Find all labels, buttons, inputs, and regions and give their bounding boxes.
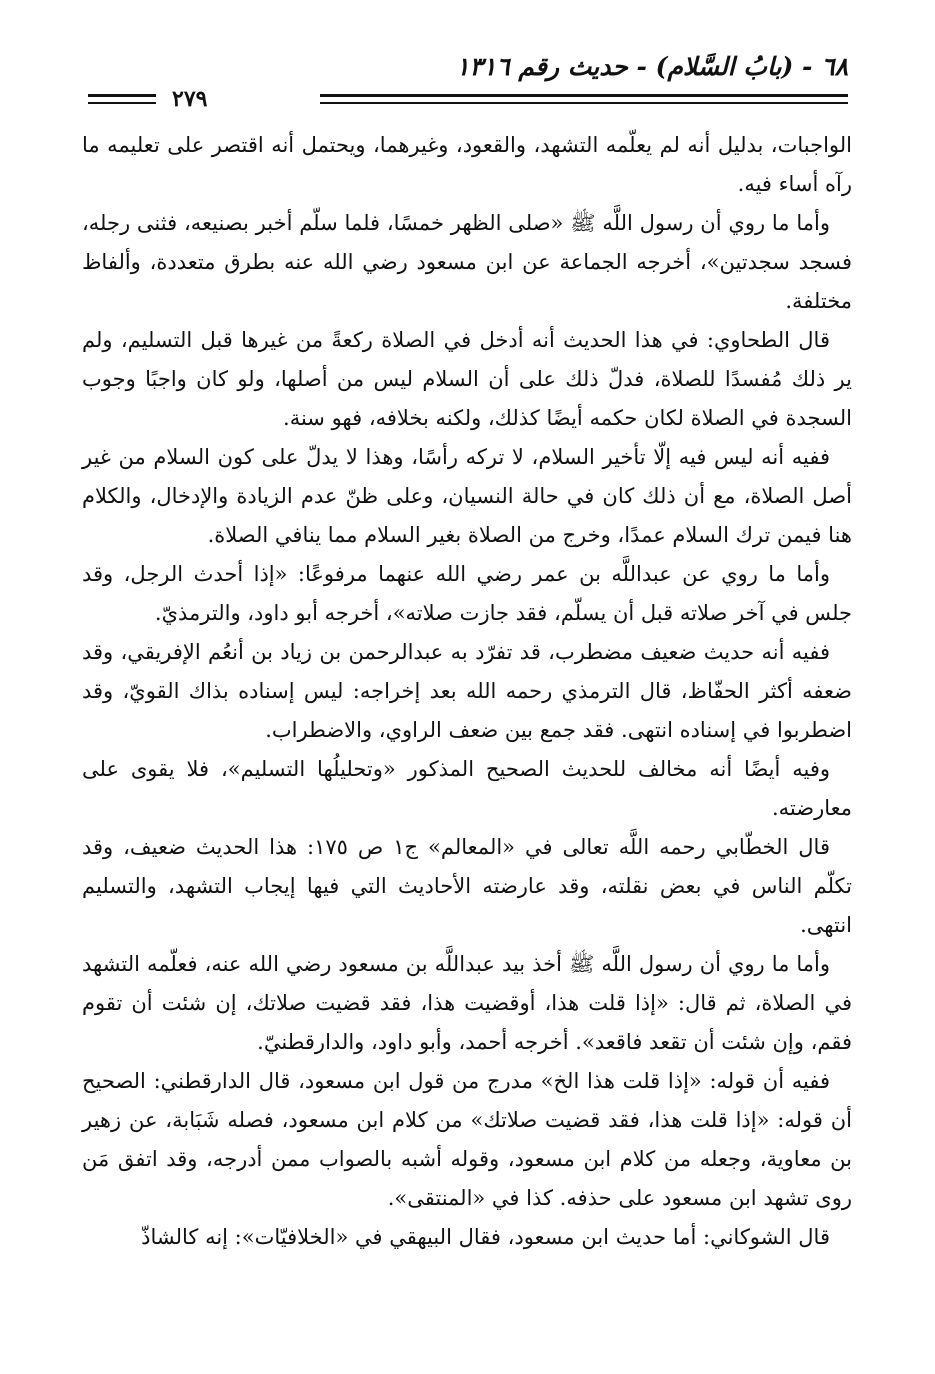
page-header [88, 52, 848, 112]
paragraph: ففيه أنه ليس فيه إلّا تأخير السلام، لا تركه رأسًا، وهذا لا يدلّ على كون السلام من غير أصل الصلاة، مع أن ذلك كان في حالة النسيان، وعلى ظنّ عدم الزيادة والإدخال، والكلام هنا فيمن ترك السلام عمدًا، وخرج من الصلاة بغير السلام مما ينافي الصلاة. [82, 445, 852, 547]
paragraph: وفيه أيضًا أنه مخالف للحديث الصحيح المذكور «وتحليلُها التسليم»، فلا يقوى على معارضته. [82, 757, 852, 820]
main-text [82, 126, 852, 1257]
paragraph: قال الخطّابي رحمه اللَّه تعالى في «المعالم» ج١ ص ١٧٥: هذا الحديث ضعيف، وقد تكلّم الناس في بعض نقلته، وقد عارضته الأحاديث التي فيها إيجاب التشهد، والتسليم انتهى. [82, 835, 852, 937]
paragraph: وأما ما روي أن رسول اللَّه ﷺ أخذ بيد عبداللَّه بن مسعود رضي الله عنه، فعلّمه التشهد في الصلاة، ثم قال: «إذا قلت هذا، أوقضيت هذا، فقد قضيت صلاتك، إن شئت أن تقوم فقم، وإن شئت أن تقعد فاقعد». أخرجه أحمد، وأبو داود، والدارقطنيّ. [82, 952, 852, 1054]
running-title: ٦٨ - (بابُ السَّلام) - حديث رقم ١٣١٦ [455, 52, 848, 81]
page-number: ٢٧٩ [172, 86, 208, 112]
paragraph: قال الطحاوي: في هذا الحديث أنه أدخل في الصلاة ركعةً من غيرها قبل التسليم، ولم ير ذلك مُفسدًا للصلاة، فدلّ ذلك على أن السلام ليس من أصلها، ولو كان واجبًا وجوب السجدة في الصلاة لكان حكمه أيضًا كذلك، ولكنه بخلافه، فهو سنة. [82, 328, 852, 430]
paragraph: وأما ما روي عن عبداللَّه بن عمر رضي الله عنهما مرفوعًا: «إذا أحدث الرجل، وقد جلس في آخر صلاته قبل أن يسلّم، فقد جازت صلاته»، أخرجه أبو داود، والترمذيّ. [82, 562, 852, 625]
paragraph: ففيه أنه حديث ضعيف مضطرب، قد تفرّد به عبدالرحمن بن زياد بن أنعُم الإفريقي، وقد ضعفه أكثر الحفّاظ، قال الترمذي رحمه الله بعد إخراجه: ليس إسناده بذاك القويّ، وقد اضطربوا في إسناده انتهى. فقد جمع بين ضعف الراوي، والاضطراب. [82, 640, 852, 742]
paragraph: ففيه أن قوله: «إذا قلت هذا الخ» مدرج من قول ابن مسعود، قال الدارقطني: الصحيح أن قوله: «إذا قلت هذا، فقد قضيت صلاتك» من كلام ابن مسعود، فصله شَبَابة، عن زهير بن معاوية، وجعله من كلام ابن مسعود، وقوله أشبه بالصواب ممن أدرجه، وقد اتفق مَن روى تشهد ابن مسعود على حذفه. كذا في «المنتقى». [82, 1069, 852, 1210]
header-rule-left [88, 94, 156, 104]
paragraph: الواجبات، بدليل أنه لم يعلّمه التشهد، والقعود، وغيرهما، ويحتمل أنه اقتصر على تعليمه ما رآه أساء فيه. [82, 133, 852, 196]
header-rule-right [320, 94, 848, 104]
paragraph: قال الشوكاني: أما حديث ابن مسعود، فقال البيهقي في «الخلافيّات»: إنه كالشاذّ [141, 1225, 830, 1249]
paragraph: وأما ما روي أن رسول اللَّه ﷺ «صلى الظهر خمسًا، فلما سلّم أخبر بصنيعه، فثنى رجله، فسجد سجدتين»، أخرجه الجماعة عن ابن مسعود رضي الله عنه بطرق متعددة، وألفاظ مختلفة. [82, 211, 852, 313]
